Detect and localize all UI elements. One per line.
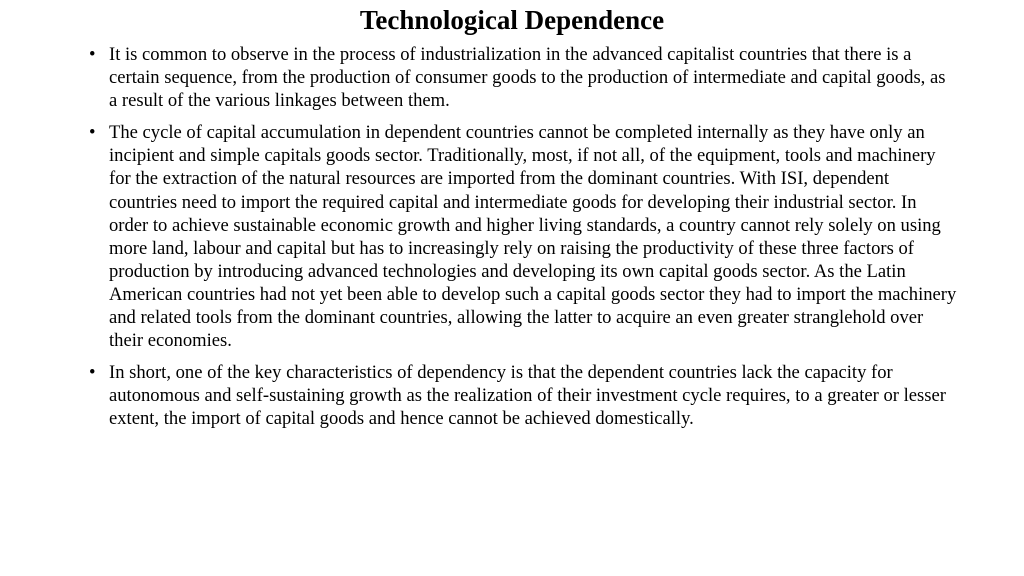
bullet-item-3 [88, 361, 958, 430]
bullet-item-2 [88, 121, 958, 352]
bullet-text: The cycle of capital accumulation in dependent countries cannot be completed internally as they have only an incipient and simple capitals goods sector. Traditionally, most, if not all, of the equipment, tools and machinery for the extraction of the natural resources are imported from the dominant countries. With ISI, dependent countries need to import the required capital and intermediate goods for developing their industrial sector. In order to achieve sustainable economic growth and higher living standards, a country cannot rely solely on using more land, labour and capital but has to increasingly rely on raising the productivity of these three factors of production by introducing advanced technologies and developing its own capital goods sector. As the Latin American countries had not yet been able to develop such a capital goods sector they had to import the machinery and related tools from the dominant countries, allowing the latter to acquire an even greater stranglehold over their economies. [109, 122, 957, 352]
bullet-text: In short, one of the key characteristics of dependency is that the dependent countries lack the capacity for autonomous and self-sustaining growth as the realization of their investment cycle requires, to a greater or lesser extent, the import of capital goods and hence cannot be achieved domestically. [109, 362, 946, 430]
bullet-icon: • [89, 362, 96, 384]
bullet-icon: • [89, 44, 96, 65]
bullet-item-1 [88, 43, 958, 112]
slide-title: Technological Dependence [359, 5, 665, 35]
bullet-list [88, 43, 958, 440]
bullet-icon: • [89, 122, 96, 144]
bullet-text: It is common to observe in the process of industrialization in the advanced capitalist countries that there is a certain sequence, from the production of consumer goods to the production of intermediate and capital goods, as a result of the various linkages between them. [109, 44, 946, 112]
